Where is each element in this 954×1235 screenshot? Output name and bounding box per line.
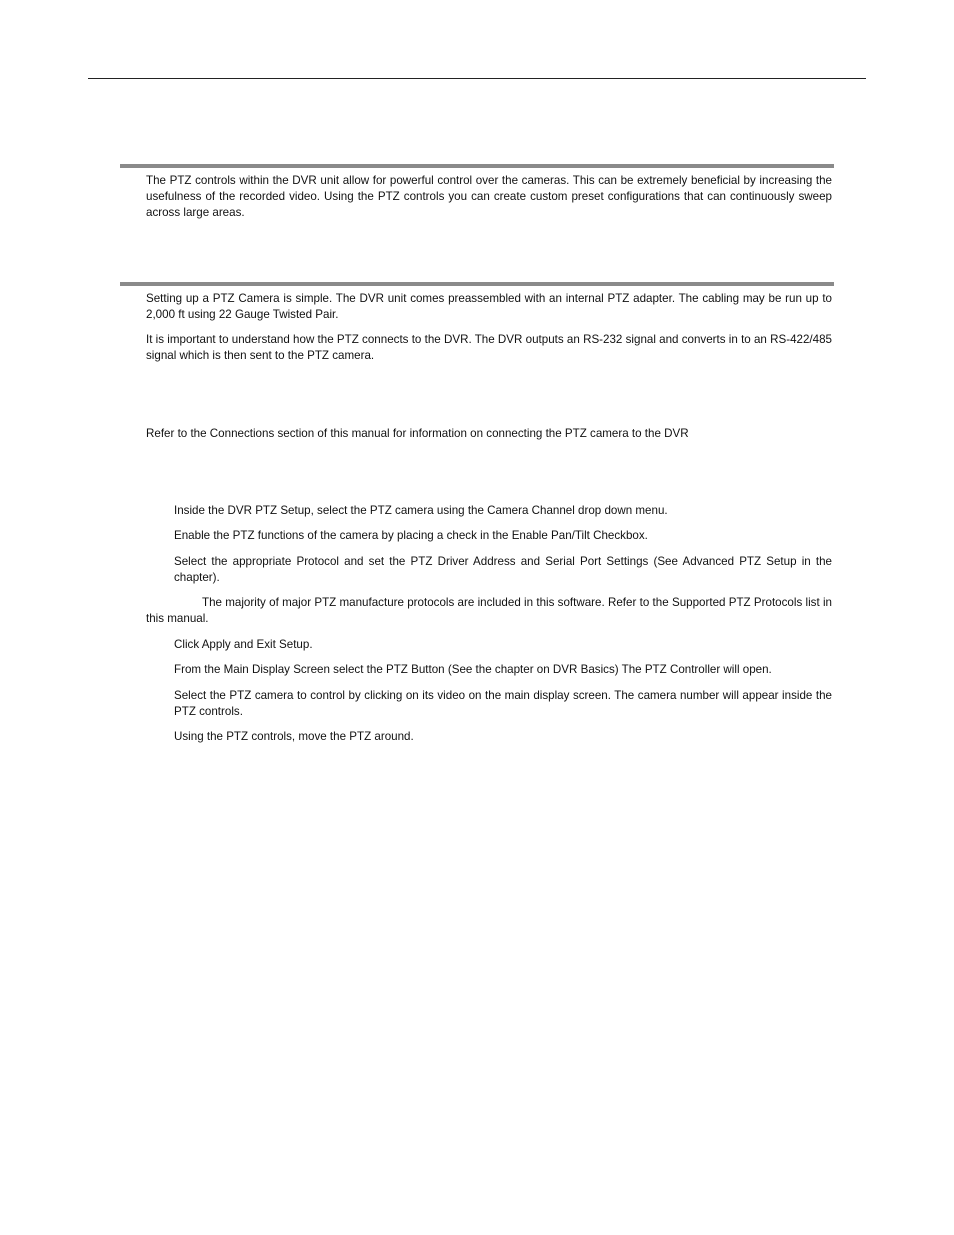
page-header-rule [88,78,866,79]
step-6: Select the PTZ camera to control by clicking on its video on the main display screen. The camera number will appear inside the PTZ controls. [174,689,832,718]
step-1: Inside the DVR PTZ Setup, select the PTZ camera using the Camera Channel drop down menu. [174,504,668,517]
overview-paragraph: The PTZ controls within the DVR unit allow for powerful control over the cameras. This can be extremely beneficial by increasing the usefulness of the recorded video. Using the PTZ controls you can create custom preset configurations that can continuously sweep across large areas. [146,174,832,219]
step-5: From the Main Display Screen select the PTZ Button (See the chapter on DVR Basics) The PTZ Controller will open. [174,663,772,676]
step-4: Click Apply and Exit Setup. [174,638,313,651]
setup-paragraph-2: It is important to understand how the PTZ connects to the DVR. The DVR outputs an RS-232 signal and converts in to an RS-422/485 signal which is then sent to the PTZ camera. [146,333,832,362]
setup-paragraph-1: Setting up a PTZ Camera is simple. The DVR unit comes preassembled with an internal PTZ adapter. The cabling may be run up to 2,000 ft using 22 Gauge Twisted Pair. [146,292,832,321]
step-3: Select the appropriate Protocol and set the PTZ Driver Address and Serial Port Settings (See Advanced PTZ Setup in the chapter). [174,555,832,584]
section-divider-setup [120,282,834,286]
protocol-note: The majority of major PTZ manufacture protocols are included in this software. Refer to the Supported PTZ Protocols list in this manual. [146,596,832,625]
section-divider-overview [120,164,834,168]
connections-note: Refer to the Connections section of this manual for information on connecting the PTZ camera to the DVR [146,427,689,440]
step-2: Enable the PTZ functions of the camera by placing a check in the Enable Pan/Tilt Checkbox. [174,529,648,542]
step-7: Using the PTZ controls, move the PTZ around. [174,730,414,743]
